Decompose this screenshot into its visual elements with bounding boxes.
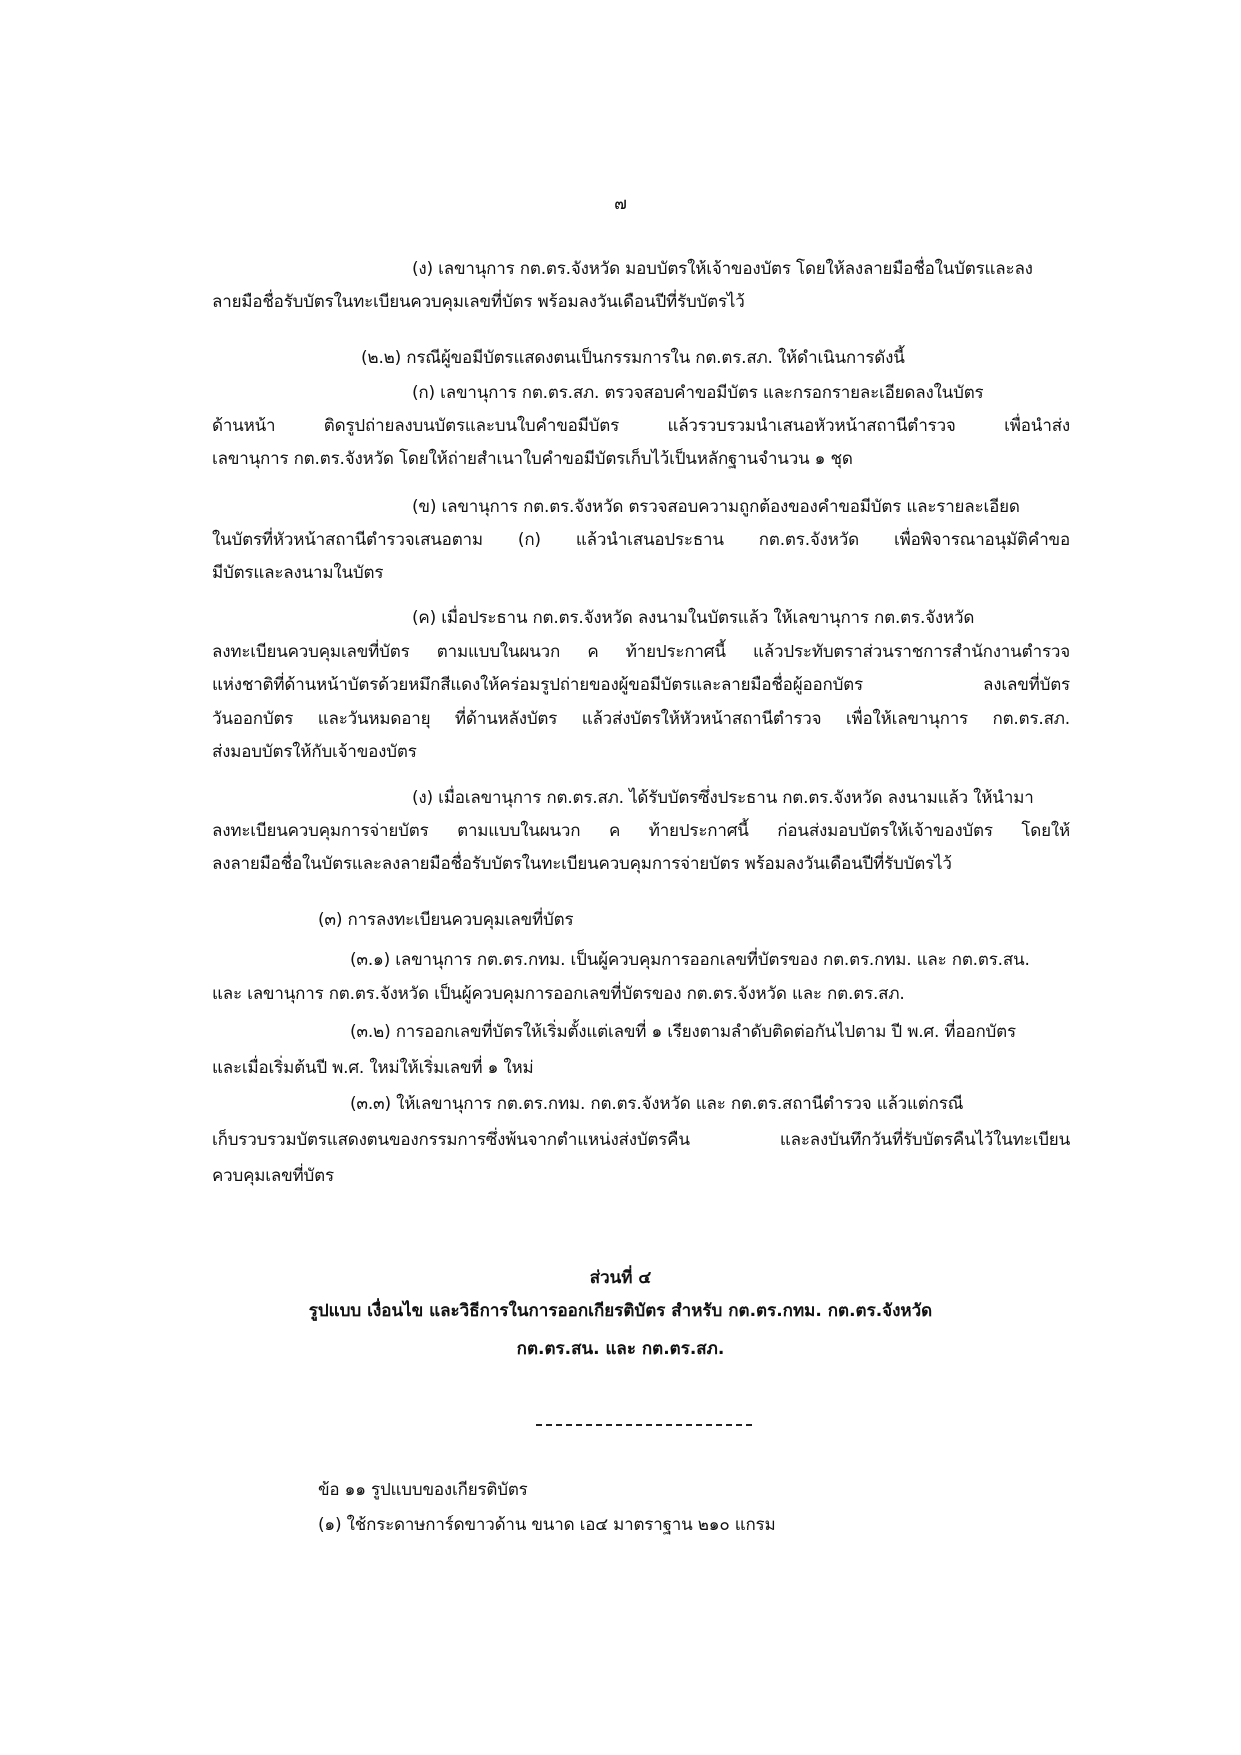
clause-item: (๑) ใช้กระดาษการ์ดขาวด้าน ขนาด เอ๔ มาตราฐาน ๒๑๐ แกรม [318,1515,776,1535]
paragraph-line: มีบัตรและลงนามในบัตร [212,563,384,583]
paragraph-line: ลงทะเบียนควบคุมเลขที่บัตร ตามแบบในผนวก ค ท้ายประกาศนี้ แล้วประทับตราส่วนราชการสำนักงานตำรวจ [212,642,1070,662]
paragraph-line: ลงทะเบียนควบคุมการจ่ายบัตร ตามแบบในผนวก ค ท้ายประกาศนี้ ก่อนส่งมอบบัตรให้เจ้าของบัตร โดยให้ [212,821,1070,841]
paragraph-line: แห่งชาติที่ด้านหน้าบัตรด้วยหมึกสีแดงให้คร่อมรูปถ่ายของผู้ขอมีบัตรและลายมือชื่อผู้ออกบัตร ลงเลขที่บัตร [212,675,1070,695]
paragraph-line: (ค) เมื่อประธาน กต.ตร.จังหวัด ลงนามในบัตรแล้ว ให้เลขานุการ กต.ตร.จังหวัด [412,608,975,628]
paragraph-line: และ เลขานุการ กต.ตร.จังหวัด เป็นผู้ควบคุมการออกเลขที่บัตรของ กต.ตร.จังหวัด และ กต.ตร.สภ. [212,984,905,1004]
paragraph-line: ควบคุมเลขที่บัตร [212,1166,334,1186]
paragraph-line: ลายมือชื่อรับบัตรในทะเบียนควบคุมเลขที่บัตร พร้อมลงวันเดือนปีที่รับบัตรไว้ [212,292,745,312]
paragraph-line: ลงลายมือชื่อในบัตรและลงลายมือชื่อรับบัตรในทะเบียนควบคุมการจ่ายบัตร พร้อมลงวันเดือนปีที่รับบัตรไว้ [212,854,952,874]
section-subtitle: กต.ตร.สน. และ กต.ตร.สภ. [516,1339,725,1359]
paragraph-line: ส่งมอบบัตรให้กับเจ้าของบัตร [212,742,417,762]
paragraph-line: (ข) เลขานุการ กต.ตร.จังหวัด ตรวจสอบความถูกต้องของคำขอมีบัตร และรายละเอียด [412,497,1020,517]
paragraph-line: (๓.๓) ให้เลขานุการ กต.ตร.กทม. กต.ตร.จังหวัด และ กต.ตร.สถานีตำรวจ แล้วแต่กรณี [350,1094,964,1114]
paragraph-line: และเมื่อเริ่มต้นปี พ.ศ. ใหม่ให้เริ่มเลขที่ ๑ ใหม่ [212,1058,534,1078]
paragraph-line: เก็บรวบรวมบัตรแสดงตนของกรรมการซึ่งพ้นจากตำแหน่งส่งบัตรคืน และลงบันทึกวันที่รับบัตรคืนไว้ในทะเบียน [212,1130,1070,1150]
paragraph-line: (๓.๒) การออกเลขที่บัตรให้เริ่มตั้งแต่เลขที่ ๑ เรียงตามลำดับติดต่อกันไปตาม ปี พ.ศ. ที่ออกบัตร [350,1022,1016,1042]
paragraph-line: (ง) เมื่อเลขานุการ กต.ตร.สภ. ได้รับบัตรซึ่งประธาน กต.ตร.จังหวัด ลงนามแล้ว ให้นำมา [412,788,1034,808]
paragraph-line: (ง) เลขานุการ กต.ตร.จังหวัด มอบบัตรให้เจ้าของบัตร โดยให้ลงลายมือชื่อในบัตรและลง [412,259,1033,279]
paragraph-line: ด้านหน้า ติดรูปถ่ายลงบนบัตรและบนใบคำขอมีบัตร แล้วรวบรวมนำเสนอหัวหน้าสถานีตำรวจ เพื่อนำส่ง [212,416,1070,436]
paragraph-line: (๓.๑) เลขานุการ กต.ตร.กทม. เป็นผู้ควบคุมการออกเลขที่บัตรของ กต.ตร.กทม. และ กต.ตร.สน. [350,950,1030,970]
section-title: ส่วนที่ ๔ [589,1268,652,1288]
paragraph-line: (ก) เลขานุการ กต.ตร.สภ. ตรวจสอบคำขอมีบัตร และกรอกรายละเอียดลงในบัตร [412,383,984,403]
paragraph-line: (๓) การลงทะเบียนควบคุมเลขที่บัตร [318,910,574,930]
paragraph-line: (๒.๒) กรณีผู้ขอมีบัตรแสดงตนเป็นกรรมการใน กต.ตร.สภ. ให้ดำเนินการดังนี้ [361,348,905,368]
paragraph-line: เลขานุการ กต.ตร.จังหวัด โดยให้ถ่ายสำเนาใบคำขอมีบัตรเก็บไว้เป็นหลักฐานจำนวน ๑ ชุด [212,449,853,469]
section-divider [536,1424,752,1426]
paragraph-line: ในบัตรที่หัวหน้าสถานีตำรวจเสนอตาม (ก) แล้วนำเสนอประธาน กต.ตร.จังหวัด เพื่อพิจารณาอนุมัติคำขอ [212,530,1070,550]
paragraph-line: วันออกบัตร และวันหมดอายุ ที่ด้านหลังบัตร แล้วส่งบัตรให้หัวหน้าสถานีตำรวจ เพื่อให้เลขานุการ กต.ตร.สภ. [212,709,1070,729]
clause-heading: ข้อ ๑๑ รูปแบบของเกียรติบัตร [318,1480,528,1500]
page-number: ๗ [614,194,627,214]
section-subtitle: รูปแบบ เงื่อนไข และวิธีการในการออกเกียรติบัตร สำหรับ กต.ตร.กทม. กต.ตร.จังหวัด [308,1301,933,1321]
